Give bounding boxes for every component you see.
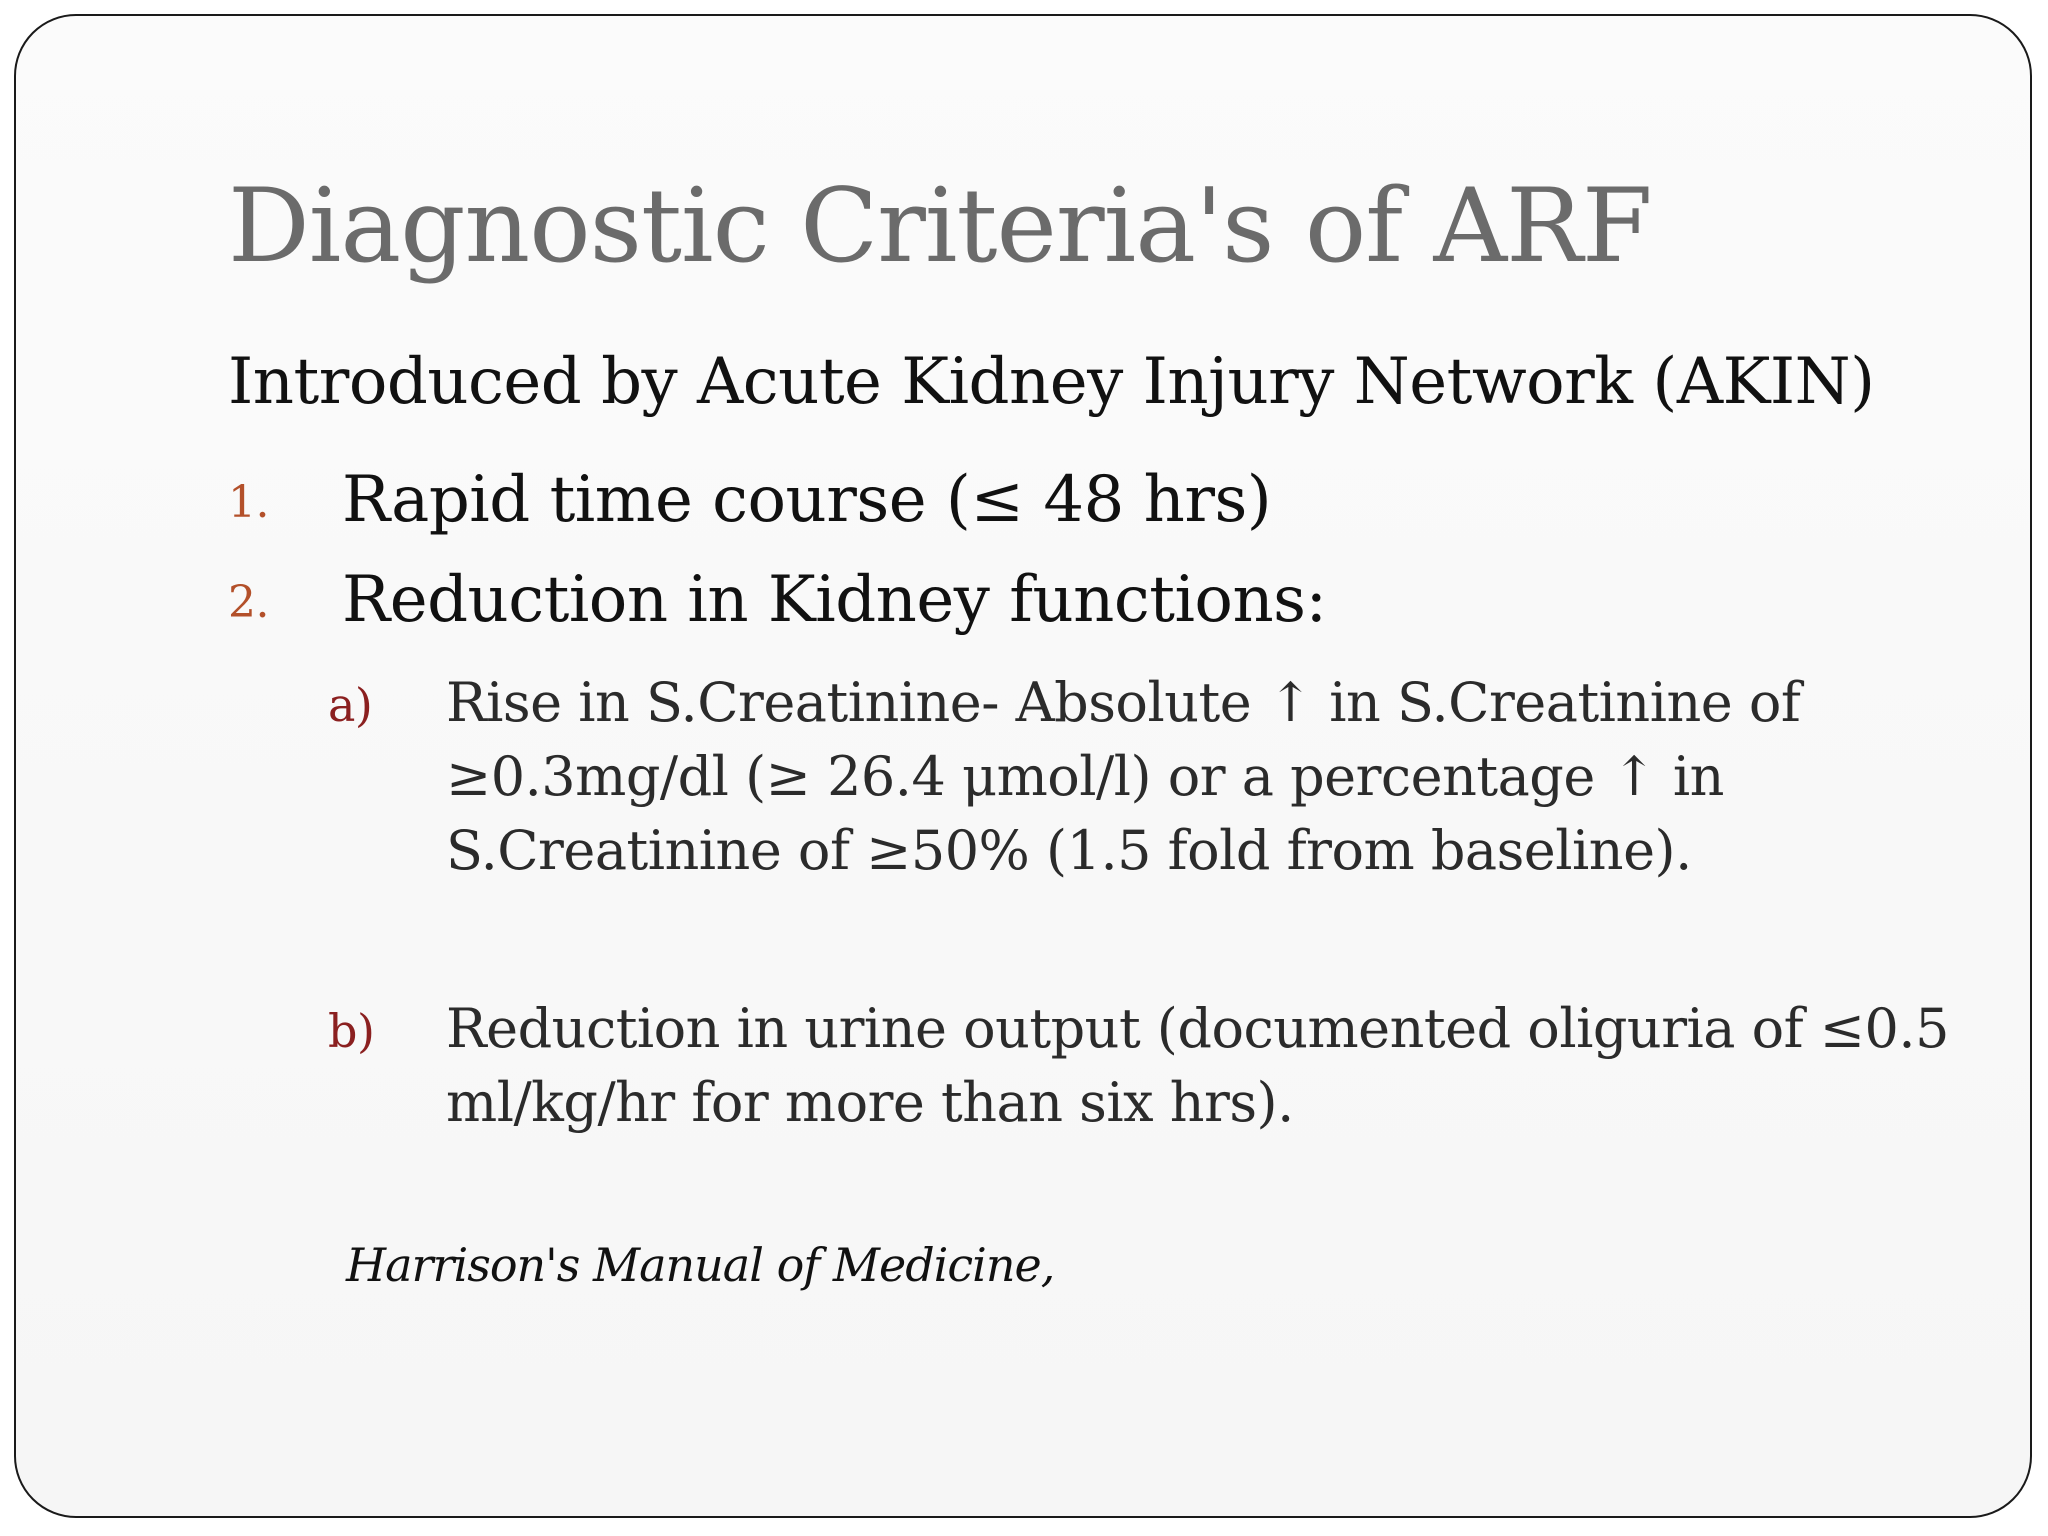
subitem-letter: b) [328,1004,375,1058]
slide-title: Diagnostic Criteria's of ARF [228,167,1652,286]
item-text: Rapid time course (≤ 48 hrs) [342,463,1272,537]
item-number: 1. [228,477,269,528]
subitem-line: ≥0.3mg/dl (≥ 26.4 μmol/l) or a percentage ↑ in [446,745,1724,808]
slide [14,14,2032,1518]
subitem-line: Rise in S.Creatinine- Absolute ↑ in S.Creatinine of [446,671,1801,734]
citation: Harrison's Manual of Medicine, [346,1238,1055,1292]
slide-subtitle: Introduced by Acute Kidney Injury Network (AKIN) [228,345,1875,419]
subitem-body [446,992,1949,1140]
item-text: Reduction in Kidney functions: [342,563,1327,637]
subitem-line: Reduction in urine output (documented oliguria of ≤0.5 [446,997,1949,1060]
item-number: 2. [228,577,269,628]
subitem-letter: a) [328,678,373,732]
subitem-line: S.Creatinine of ≥50% (1.5 fold from baseline). [446,819,1692,882]
subitem-line: ml/kg/hr for more than six hrs). [446,1071,1294,1134]
subitem-body [446,666,1800,888]
